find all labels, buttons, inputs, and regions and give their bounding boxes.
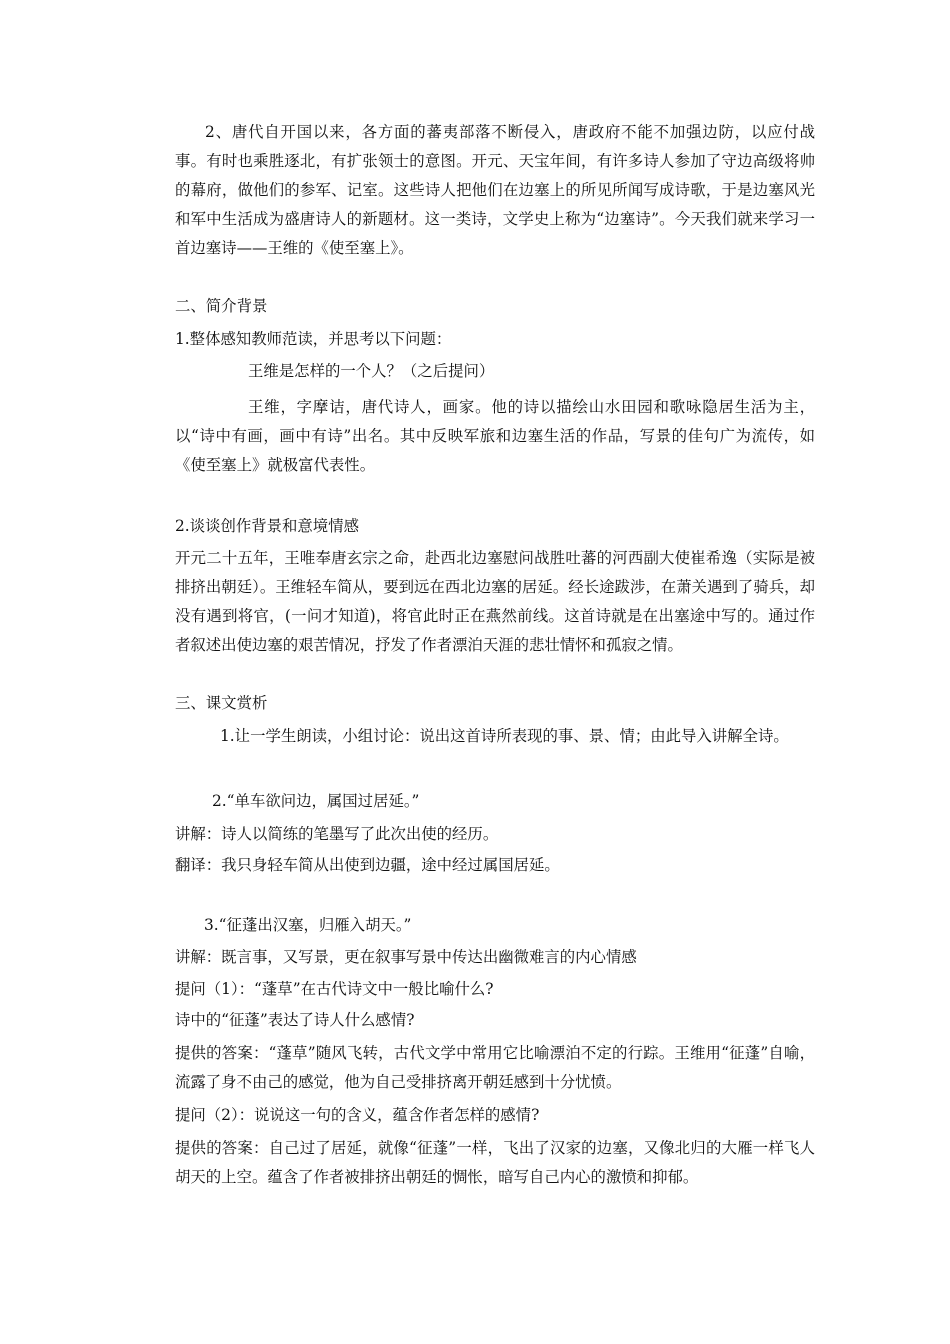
explanation-line-2: 讲解：既言事，又写景，更在叙事写景中传达出幽微难言的内心情感	[175, 948, 637, 966]
paragraph-read-and-discuss: 1.让一学生朗读，小组讨论：说出这首诗所表现的事、景、情；由此导入讲解全诗。	[220, 727, 789, 745]
section-heading-background: 二、简介背景	[175, 297, 268, 315]
paragraph-creation-background: 开元二十五年，王唯奉唐玄宗之命，赴西北边塞慰问战胜吐蕃的河西副大使崔希逸（实际是被排挤出朝廷）。王维轻车简从，要到远在西北边塞的居延。经长途跋涉，在萧关遇到了骑兵，却没有遇到将官，(一问才知道)，将官此时正在燕然前线。这首诗就是在出塞途中写的。通过作者叙述出使边塞的艰苦情况，抒发了作者漂泊天涯的悲壮情怀和孤寂之情。	[175, 549, 815, 654]
paragraph-wangwei-bio: 王维，字摩诘，唐代诗人，画家。他的诗以描绘山水田园和歌咏隐居生活为主，以“诗中有画，画中有诗”出名。其中反映军旅和边塞生活的作品，写景的佳句广为流传，如《使至塞上》就极富代表性。	[175, 398, 815, 474]
verse-line-2: 3.“征蓬出汉塞，归雁入胡天。”	[204, 916, 412, 934]
answer-1: 提供的答案：“蓬草”随风飞转，古代文学中常用它比喻漂泊不定的行踪。王维用“征蓬”自喻，流露了身不由己的感觉，他为自己受排挤离开朝廷感到十分忧愤。	[175, 1044, 815, 1091]
question-1-zhengpeng-emotion: 诗中的“征蓬”表达了诗人什么感情?	[175, 1011, 415, 1029]
question-2-meaning: 提问（2）：说说这一句的含义，蕴含作者怎样的感情?	[175, 1106, 540, 1124]
paragraph-intro-frontier-poetry: 2、唐代自开国以来，各方面的蕃夷部落不断侵入，唐政府不能不加强边防，以应付战事。有时也乘胜逐北，有扩张领士的意图。开元、天宝年间，有许多诗人参加了守边高级将帅的幕府，做他们的参军、记室。这些诗人把他们在边塞上的所见所闻写成诗歌，于是边塞风光和军中生活成为盛唐诗人的新题材。这一类诗，文学史上称为“边塞诗”。今天我们就来学习一首边塞诗——王维的《使至塞上》。	[175, 123, 815, 257]
explanation-line-1: 讲解：诗人以简练的笔墨写了此次出使的经历。	[175, 825, 499, 843]
question-1-pengcao: 提问（1）：“蓬草”在古代诗文中一般比喻什么?	[175, 980, 494, 998]
verse-line-1: 2.“单车欲问边，属国过居延。”	[212, 792, 420, 810]
subheading-creation-background: 2.谈谈创作背景和意境情感	[175, 517, 359, 535]
subheading-overall-perception: 1.整体感知教师范读，并思考以下问题：	[175, 330, 452, 348]
section-heading-text-appreciation: 三、课文赏析	[175, 694, 268, 712]
translation-line-1: 翻译：我只身轻车简从出使到边疆，途中经过属国居延。	[175, 856, 560, 874]
question-who-is-wangwei: 王维是怎样的一个人？（之后提问）	[248, 362, 495, 380]
answer-2: 提供的答案：自己过了居延，就像“征蓬”一样，飞出了汉家的边塞，又像北归的大雁一样飞人胡天的上空。蕴含了作者被排挤出朝廷的惆怅，暗写自己内心的激愤和抑郁。	[175, 1139, 815, 1186]
